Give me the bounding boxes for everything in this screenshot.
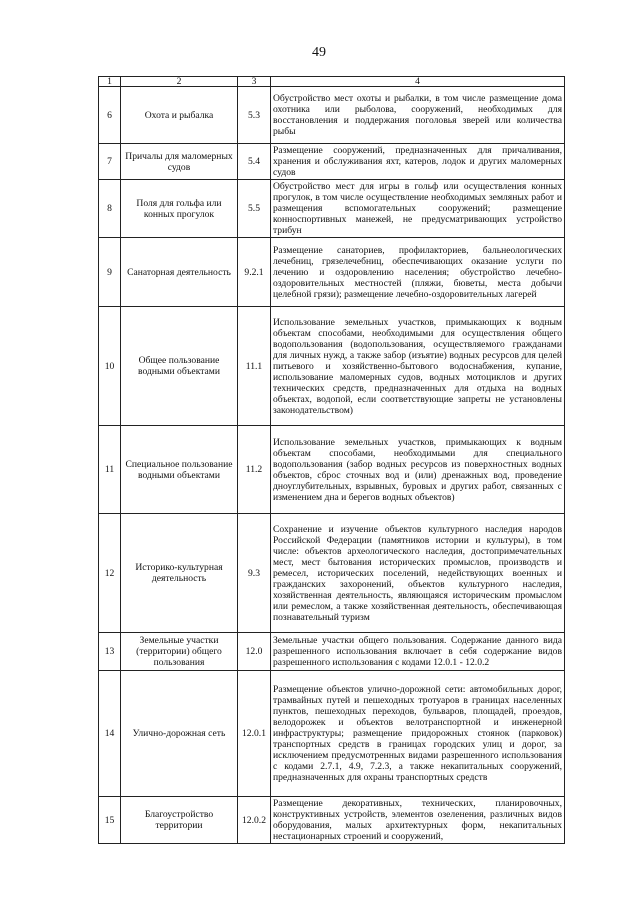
- land-use-name: Поля для гольфа или конных прогулок: [121, 180, 238, 238]
- page-number: 49: [312, 45, 326, 60]
- header-col-2: 2: [121, 77, 238, 87]
- table-row: [99, 87, 565, 144]
- land-use-description: Земельные участки общего пользования. Содержание данного вида разрешенного использования включает в себя содержание видов разрешенного использования с кодами 12.0.1 - 12.0.2: [271, 633, 565, 671]
- land-use-name: Специальное пользование водными объектами: [121, 426, 238, 514]
- header-col-1: 1: [99, 77, 121, 87]
- land-use-description: Использование земельных участков, примыкающих к водным объектам способами, необходимыми для специального водопользования (забор водных ресурсов из поверхностных водных объектов, сброс сточных вод и (или) дренажных вод, проведение дноуглубительных, взрывных, буровых и других работ, связанных с изменением дна и берегов водных объектов): [271, 426, 565, 514]
- land-use-code: 12.0.1: [238, 671, 271, 797]
- land-use-name: Земельные участки (территории) общего пользования: [121, 633, 238, 671]
- land-use-code: 12.0.2: [238, 797, 271, 844]
- land-use-name: Общее пользование водными объектами: [121, 307, 238, 426]
- table-row: [99, 671, 565, 797]
- row-number: 6: [99, 87, 121, 144]
- land-use-description: Использование земельных участков, примыкающих к водным объектам способами, необходимыми для осуществления общего водопользования (водопользования, осуществляемого гражданами для личных нужд, а также забор (изъятие) водных ресурсов для целей питьевого и хозяйственно-бытового водоснабжения, купание, использование маломерных судов, водных мотоциклов и других технических средств, предназначенных для отдыха на водных объектах, водопой, если соответствующие запреты не установлены законодательством): [271, 307, 565, 426]
- land-use-code: 5.5: [238, 180, 271, 238]
- row-number: 11: [99, 426, 121, 514]
- land-use-code: 11.1: [238, 307, 271, 426]
- table-header-row: [99, 77, 565, 87]
- row-number: 7: [99, 144, 121, 180]
- land-use-code: 12.0: [238, 633, 271, 671]
- table-row: [99, 797, 565, 844]
- land-use-code: 11.2: [238, 426, 271, 514]
- land-use-table: [98, 76, 565, 844]
- row-number: 13: [99, 633, 121, 671]
- row-number: 15: [99, 797, 121, 844]
- table-row: [99, 426, 565, 514]
- land-use-code: 5.3: [238, 87, 271, 144]
- land-use-name: Благоустройство территории: [121, 797, 238, 844]
- row-number: 9: [99, 238, 121, 307]
- land-use-description: Размещение объектов улично-дорожной сети: автомобильных дорог, трамвайных путей и пешеходных тротуаров в границах населенных пунктов, пешеходных переходов, бульваров, площадей, проездов, велодорожек и объектов велотранспортной и инженерной инфраструктуры; размещение придорожных стоянок (парковок) транспортных средств в границах городских улиц и дорог, за исключением предусмотренных видами разрешенного использования с кодами 2.7.1, 4.9, 7.2.3, а также некапитальных сооружений, предназначенных для охраны транспортных средств: [271, 671, 565, 797]
- row-number: 8: [99, 180, 121, 238]
- land-use-code: 9.2.1: [238, 238, 271, 307]
- land-use-description: Размещение санаториев, профилакториев, бальнеологических лечебниц, грязелечебниц, обеспечивающих оказание услуги по лечению и оздоровлению населения; обустройство лечебно-оздоровительных местностей (пляжи, бюветы, места добычи целебной грязи); размещение лечебно-оздоровительных лагерей: [271, 238, 565, 307]
- land-use-description: Размещение декоративных, технических, планировочных, конструктивных устройств, элементов озеленения, различных видов оборудования, малых архитектурных форм, некапитальных нестационарных строений и сооружений,: [271, 797, 565, 844]
- land-use-description: Обустройство мест для игры в гольф или осуществления конных прогулок, в том числе осуществление необходимых земляных работ и размещения вспомогательных сооружений; размещение конноспортивных манежей, не предусматривающих устройство трибун: [271, 180, 565, 238]
- row-number: 12: [99, 514, 121, 633]
- header-col-4: 4: [271, 77, 565, 87]
- land-use-code: 5.4: [238, 144, 271, 180]
- table-row: [99, 238, 565, 307]
- table-row: [99, 307, 565, 426]
- table-row: [99, 180, 565, 238]
- land-use-name: Улично-дорожная сеть: [121, 671, 238, 797]
- land-use-description: Сохранение и изучение объектов культурного наследия народов Российской Федерации (памятников истории и культуры), в том числе: объектов археологического наследия, достопримечательных мест, мест бытования исторических промыслов, производств и ремесел, исторических поселений, недействующих военных и гражданских захоронений, объектов культурного наследия, хозяйственная деятельность, являющаяся историческим промыслом или ремеслом, а также хозяйственная деятельность, обеспечивающая познавательный туризм: [271, 514, 565, 633]
- land-use-name: Причалы для маломерных судов: [121, 144, 238, 180]
- land-use-name: Охота и рыбалка: [121, 87, 238, 144]
- land-use-code: 9.3: [238, 514, 271, 633]
- header-col-3: 3: [238, 77, 271, 87]
- land-use-description: Обустройство мест охоты и рыбалки, в том числе размещение дома охотника или рыболова, сооружений, необходимых для восстановления и поддержания поголовья зверей или количества рыбы: [271, 87, 565, 144]
- table-row: [99, 144, 565, 180]
- row-number: 10: [99, 307, 121, 426]
- land-use-description: Размещение сооружений, предназначенных для причаливания, хранения и обслуживания яхт, катеров, лодок и других маломерных судов: [271, 144, 565, 180]
- row-number: 14: [99, 671, 121, 797]
- table-row: [99, 514, 565, 633]
- land-use-name: Санаторная деятельность: [121, 238, 238, 307]
- land-use-name: Историко-культурная деятельность: [121, 514, 238, 633]
- table-row: [99, 633, 565, 671]
